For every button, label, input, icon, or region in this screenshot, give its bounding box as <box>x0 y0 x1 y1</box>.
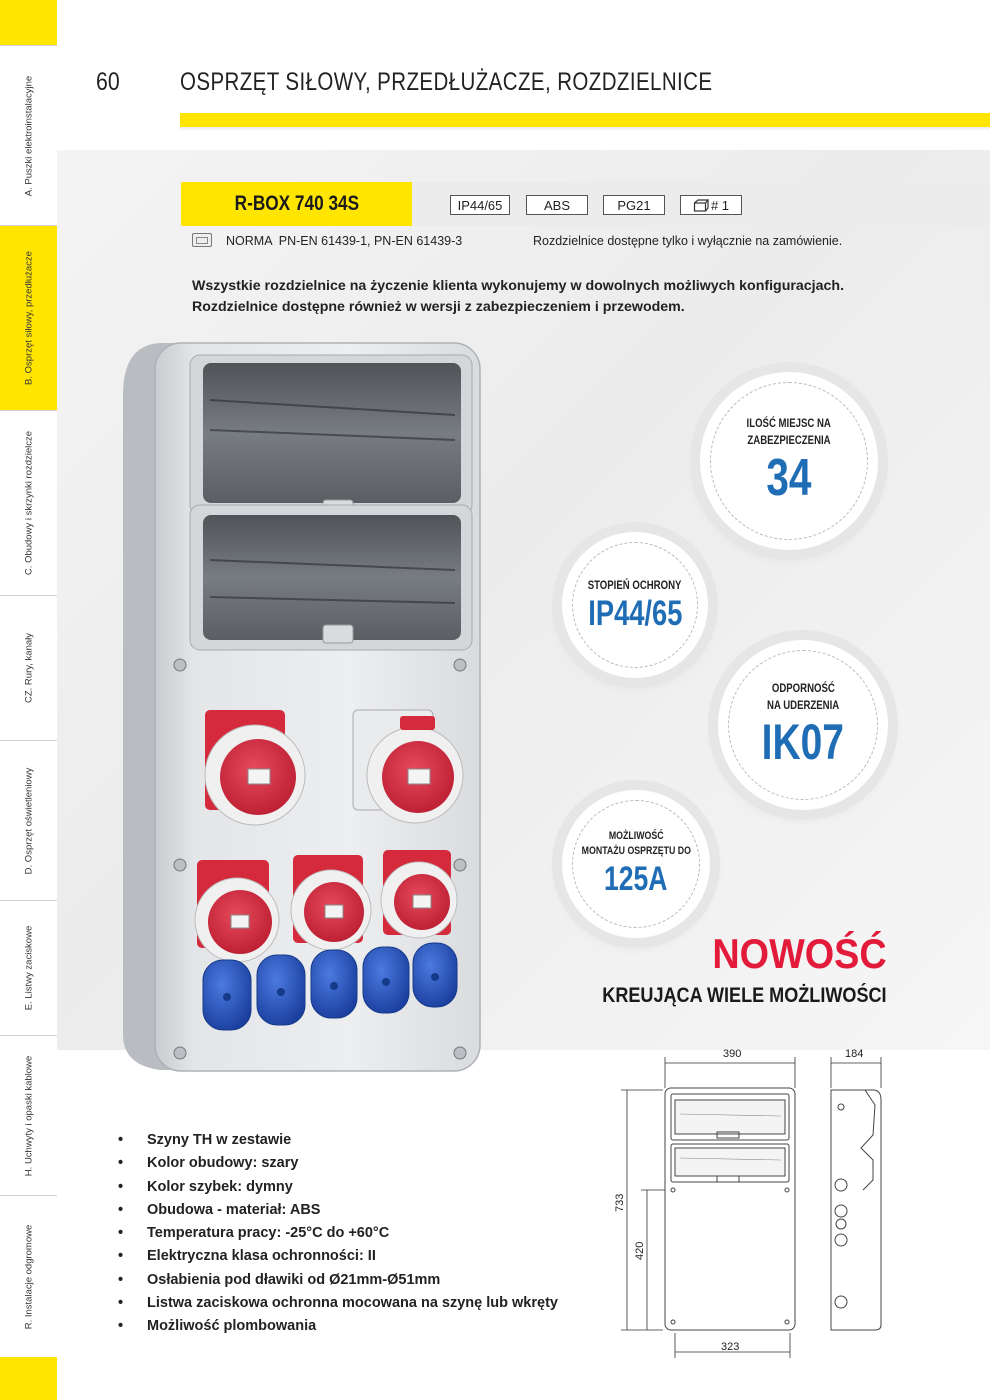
sidebar-tab-label: H. Uchwyty i opaski kablowe <box>23 1055 34 1176</box>
sidebar-tab-h[interactable] <box>0 1035 57 1195</box>
sidebar-tab-label: CZ. Rury, kanały <box>23 632 34 704</box>
section-sidebar <box>0 0 57 1400</box>
page-number: 60 <box>96 68 120 96</box>
technical-drawing <box>605 1040 905 1365</box>
badge-places-value: 34 <box>766 449 812 507</box>
sidebar-bottom-accent <box>0 1357 57 1400</box>
intro-line-1: Wszystkie rozdzielnice na życzenie klienta wykonujemy w dowolnych możliwych konfiguracjach. <box>192 278 845 294</box>
feature-list <box>118 1129 558 1339</box>
sidebar-tab-a[interactable] <box>0 45 57 225</box>
sidebar-tab-d[interactable] <box>0 740 57 900</box>
intro-text <box>192 276 844 318</box>
sidebar-tab-label: D. Osprzęt oświetleniowy <box>23 767 34 874</box>
package-icon <box>693 199 709 212</box>
spec-package-label: # 1 <box>710 197 730 213</box>
promo-headline: NOWOŚĆ <box>712 930 887 977</box>
product-name: R-BOX 740 34S <box>234 192 359 215</box>
spec-package <box>680 195 742 215</box>
norm-icon <box>192 233 212 247</box>
sidebar-tab-label: C. Obudowy i skrzynki rozdzielcze <box>23 430 34 576</box>
dim-height-lower: 420 <box>634 1241 646 1260</box>
section-title: OSPRZĘT SIŁOWY, PRZEDŁUŻACZE, ROZDZIELNICE <box>180 68 713 96</box>
badge-current-value: 125A <box>604 860 668 898</box>
badge-protection-places <box>700 372 878 550</box>
sidebar-tab-c[interactable] <box>0 410 57 595</box>
feature-item: • Kolor szybek: dymny <box>118 1176 558 1199</box>
feature-item: • Możliwość plombowania <box>118 1315 558 1338</box>
spec-material: ABS <box>526 195 588 215</box>
intro-line-2: Rozdzielnice dostępne również w wersji z zabezpieczeniem i przewodem. <box>192 299 685 315</box>
badge-impact-label-1: ODPORNOŚĆ <box>771 681 835 695</box>
badge-impact-label-2: NA UDERZENIA <box>766 698 840 712</box>
badge-protection-label: STOPIEŃ OCHRONY <box>588 577 682 592</box>
sidebar-tab-label: B. Osprzęt siłowy, przedłużacze <box>23 251 34 385</box>
sidebar-tab-label: R. Instalacje odgromowe <box>23 1224 34 1329</box>
norm-text: NORMA PN-EN 61439-1, PN-EN 61439-3 <box>226 234 463 248</box>
spec-gland: PG21 <box>603 195 665 215</box>
feature-item: • Szyny TH w zestawie <box>118 1129 558 1152</box>
feature-item: • Kolor obudowy: szary <box>118 1152 558 1175</box>
product-name-label <box>181 182 412 226</box>
sidebar-tab-cz[interactable] <box>0 595 57 740</box>
badge-current <box>562 790 710 938</box>
badge-current-label-2: MONTAŻU OSPRZĘTU DO <box>581 845 691 857</box>
badge-current-label-1: MOŻLIWOŚĆ <box>608 830 664 842</box>
feature-item: • Obudowa - materiał: ABS <box>118 1199 558 1222</box>
sidebar-tab-label: E. Listwy zaciskowe <box>23 925 34 1011</box>
dim-width-bottom: 323 <box>721 1341 740 1353</box>
dim-width-top: 390 <box>723 1048 742 1060</box>
sidebar-tab-label: A. Puszki elektroinstalacyjne <box>23 75 34 196</box>
sidebar-tab-e[interactable] <box>0 900 57 1035</box>
badge-impact <box>718 640 888 810</box>
badge-impact-value: IK07 <box>761 714 845 770</box>
feature-item: • Osłabienia pod dławiki od Ø21mm-Ø51mm <box>118 1269 558 1292</box>
header-accent-bar <box>180 113 990 127</box>
sidebar-tab-r[interactable] <box>0 1195 57 1357</box>
spec-ip-rating: IP44/65 <box>450 195 510 215</box>
feature-item: • Temperatura pracy: -25°C do +60°C <box>118 1222 558 1245</box>
header-bar-shadow <box>180 127 990 131</box>
promo-subline: KREUJĄCA WIELE MOŻLIWOŚCI <box>602 984 887 1007</box>
order-note: Rozdzielnice dostępne tylko i wyłącznie na zamówienie. <box>533 234 843 248</box>
sidebar-tab-b[interactable] <box>0 225 57 410</box>
badge-ip-rating <box>562 532 708 678</box>
sidebar-top-accent <box>0 0 57 45</box>
feature-item: • Listwa zaciskowa ochronna mocowana na szynę lub wkręty <box>118 1292 558 1315</box>
dim-depth: 184 <box>845 1048 864 1060</box>
product-image <box>115 335 490 1080</box>
badge-places-label-2: ZABEZPIECZENIA <box>747 433 831 447</box>
badge-places-label-1: ILOŚĆ MIEJSC NA <box>746 416 832 430</box>
badge-protection-value: IP44/65 <box>587 593 683 633</box>
dim-height-total: 733 <box>614 1193 626 1212</box>
feature-item: • Elektryczna klasa ochronności: II <box>118 1245 558 1268</box>
